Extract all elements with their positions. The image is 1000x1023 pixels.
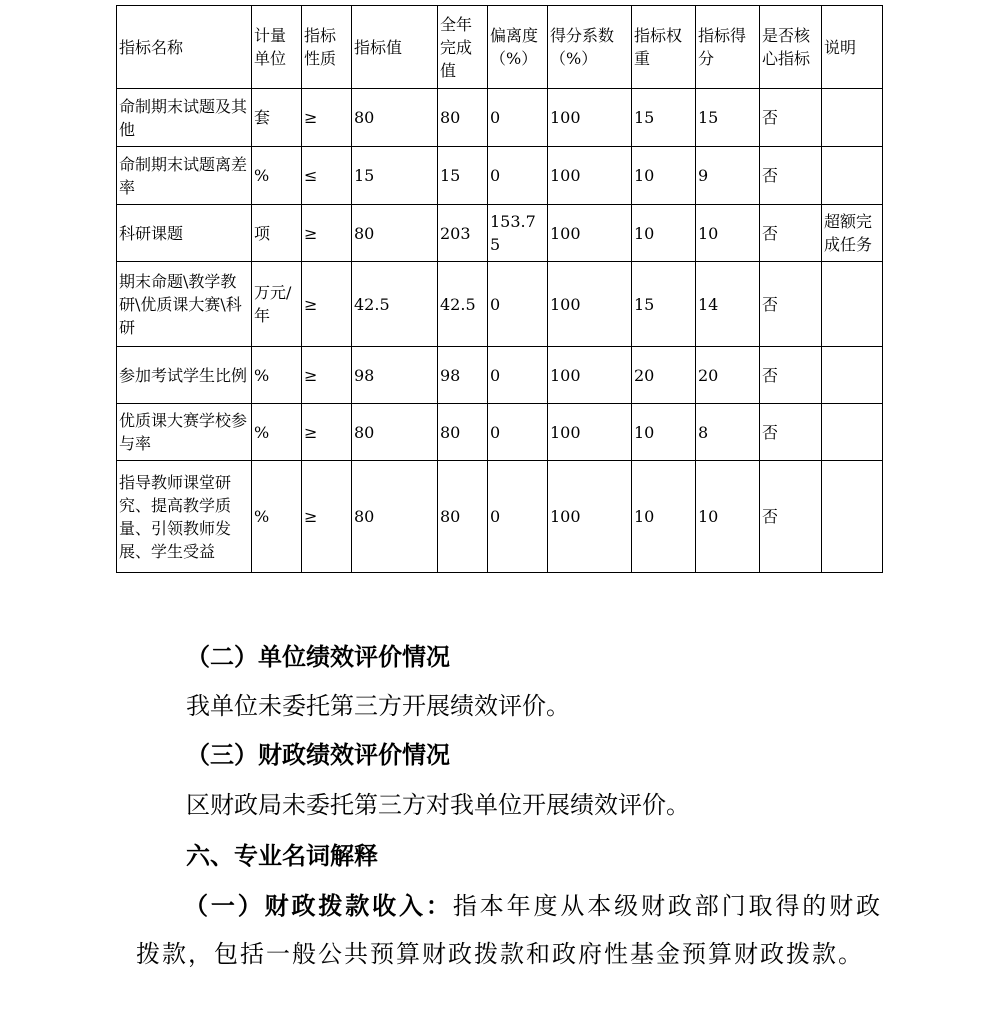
table-cell: % [252,147,302,205]
table-cell: 参加考试学生比例 [117,347,252,404]
table-row [117,262,883,347]
table-row [117,147,883,205]
table-cell [822,404,883,461]
performance-indicator-table [116,5,883,573]
header-cell: 指标名称 [117,6,252,89]
table-cell: % [252,461,302,573]
table-cell: 100 [548,347,632,404]
table-row [117,461,883,573]
table-cell: ≥ [302,89,352,147]
table-cell [822,347,883,404]
header-cell: 计量单位 [252,6,302,89]
table-cell: 优质课大赛学校参与率 [117,404,252,461]
unit-evaluation-text: 我单位未委托第三方开展绩效评价。 [186,692,570,720]
table-cell: 10 [632,147,696,205]
table-cell: 80 [352,404,438,461]
table-cell: 9 [696,147,760,205]
table-cell: 0 [488,262,548,347]
glossary-item-1-text: 指本年度从本级财政部门取得的财政拨款，包括一般公共预算财政拨款和政府性基金预算财政拨款。 [136,892,883,968]
table-cell: 期末命题\教学教研\优质课大赛\科研 [117,262,252,347]
header-cell: 偏离度（%） [488,6,548,89]
table-cell: 203 [438,205,488,262]
table-cell [822,262,883,347]
table-cell: 10 [632,205,696,262]
table-cell: 42.5 [438,262,488,347]
unit-evaluation-heading: （二）单位绩效评价情况 [186,642,450,671]
table-cell: 0 [488,461,548,573]
table-cell: ≥ [302,461,352,573]
table-header-row [117,6,883,89]
table-cell: % [252,347,302,404]
table-cell: 100 [548,262,632,347]
table-cell: 100 [548,404,632,461]
table-cell: 100 [548,205,632,262]
table-cell: 否 [760,347,822,404]
header-cell: 指标值 [352,6,438,89]
table-cell: 否 [760,147,822,205]
table-cell: 100 [548,461,632,573]
table-cell: 80 [352,461,438,573]
table-cell: 15 [696,89,760,147]
header-cell: 指标性质 [302,6,352,89]
table-cell: 0 [488,89,548,147]
table-row [117,89,883,147]
table-cell: 20 [696,347,760,404]
table-cell: 15 [632,262,696,347]
table-cell [822,461,883,573]
table-cell: 15 [352,147,438,205]
table-cell: 42.5 [352,262,438,347]
header-cell: 全年完成值 [438,6,488,89]
table-cell: 命制期末试题及其他 [117,89,252,147]
table-row [117,347,883,404]
table-cell: 命制期末试题离差率 [117,147,252,205]
table-cell: ≥ [302,347,352,404]
table-cell: 万元/年 [252,262,302,347]
header-cell: 得分系数（%） [548,6,632,89]
table-cell: 80 [438,404,488,461]
table-cell: 100 [548,147,632,205]
table-cell: 10 [632,404,696,461]
table-cell: 80 [352,205,438,262]
table-cell: 8 [696,404,760,461]
table-cell: 否 [760,262,822,347]
fiscal-evaluation-text: 区财政局未委托第三方对我单位开展绩效评价。 [186,791,690,819]
glossary-heading: 六、专业名词解释 [186,841,378,870]
table-cell: 80 [438,89,488,147]
table-cell: 否 [760,205,822,262]
header-cell: 说明 [822,6,883,89]
table-cell: ≥ [302,262,352,347]
table-cell: 0 [488,404,548,461]
table-cell: 153.75 [488,205,548,262]
table-cell: 否 [760,461,822,573]
table-cell: 否 [760,89,822,147]
header-cell: 是否核心指标 [760,6,822,89]
table-row [117,404,883,461]
table-cell: 科研课题 [117,205,252,262]
table-cell: % [252,404,302,461]
table-cell: 0 [488,147,548,205]
table-row [117,205,883,262]
table-cell: 套 [252,89,302,147]
table-cell: 指导教师课堂研究、提高教学质量、引领教师发展、学生受益 [117,461,252,573]
table-cell: ≥ [302,404,352,461]
table-cell [822,89,883,147]
table-cell: 80 [438,461,488,573]
header-cell: 指标权重 [632,6,696,89]
table-cell: 超额完成任务 [822,205,883,262]
table-cell: 98 [438,347,488,404]
table-cell: 14 [696,262,760,347]
glossary-item-1-term: （一）财政拨款收入： [184,891,453,920]
table-cell: 80 [352,89,438,147]
header-cell: 指标得分 [696,6,760,89]
table-cell: 15 [632,89,696,147]
fiscal-evaluation-heading: （三）财政绩效评价情况 [186,740,450,769]
table-cell: 20 [632,347,696,404]
table-cell: 98 [352,347,438,404]
table-cell: 10 [696,205,760,262]
table-cell: 15 [438,147,488,205]
table-cell: 否 [760,404,822,461]
table-cell: ≥ [302,205,352,262]
table-cell: 10 [696,461,760,573]
glossary-item-1 [136,882,882,978]
table-cell: ≤ [302,147,352,205]
table-cell [822,147,883,205]
table-cell: 100 [548,89,632,147]
table-cell: 10 [632,461,696,573]
table-cell: 0 [488,347,548,404]
table-cell: 项 [252,205,302,262]
